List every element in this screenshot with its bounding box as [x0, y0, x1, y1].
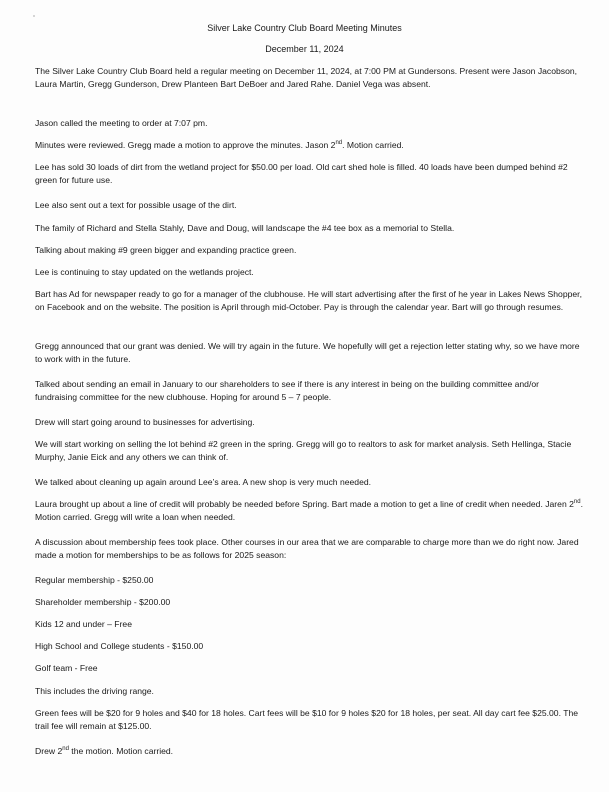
fee-item: Golf team - Free: [35, 663, 98, 673]
paragraph: A discussion about membership fees took place. Other courses in our area that we are comparable to charge more than we do right now. Jared made a motion for memberships to be as follows for 2025 season:: [35, 537, 579, 561]
paragraph: We talked about cleaning up again around Lee’s area. A new shop is very much needed.: [35, 477, 372, 487]
paragraph: Bart has Ad for newspaper ready to go for a manager of the clubhouse. He will start advertising after the first of he year in Lakes News Shopper, on Facebook and on the website. The position is April through mid-October. Pay is through the calendar year. Bart will go through resumes.: [35, 289, 582, 313]
paragraph: Talking about making #9 green bigger and expanding practice green.: [35, 245, 297, 255]
scan-speck: [33, 15, 35, 17]
paragraph: Gregg announced that our grant was denied. We will try again in the future. We hopefully will get a rejection letter stating why, so we have more to work with in the future.: [35, 341, 580, 365]
paragraph: Talked about sending an email in January to our shareholders to see if there is any interest in being on the building committee and/or fundraising committee for the new clubhouse. Hoping for around 5 – 7 people.: [35, 379, 539, 403]
paragraph: Green fees will be $20 for 9 holes and $40 for 18 holes. Cart fees will be $10 for 9 holes $20 for 18 holes, per seat. All day cart fee $25.00. The trail fee will remain at $125.00.: [35, 708, 579, 732]
document-title: Silver Lake Country Club Board Meeting Minutes: [207, 23, 402, 33]
paragraph: Lee has sold 30 loads of dirt from the wetland project for $50.00 per load. Old cart shed hole is filled. 40 loads have been dumped behind #2 green for future use.: [35, 162, 568, 186]
fee-item: Shareholder membership - $200.00: [35, 597, 171, 607]
paragraph-with-superscript: Minutes were reviewed. Gregg made a motion to approve the minutes. Jason 2nd. Motion carried.: [35, 140, 404, 150]
paragraph: We will start working on selling the lot behind #2 green in the spring. Gregg will go to realtors to ask for market analysis. Seth Hellinga, Stacie Murphy, Janie Eick and any others we can think of.: [35, 439, 572, 463]
paragraph: Jason called the meeting to order at 7:07 pm.: [35, 118, 208, 128]
paragraph: The Silver Lake Country Club Board held a regular meeting on December 11, 2024, at 7:00 PM at Gundersons. Present were Jason Jacobson, Laura Martin, Gregg Gunderson, Drew Planteen Bart DeBoer and Jared Rahe. Daniel Vega was absent.: [35, 66, 578, 90]
fee-item: High School and College students - $150.00: [35, 641, 204, 651]
fee-item: Kids 12 and under – Free: [35, 619, 132, 629]
paragraph: Drew will start going around to businesses for advertising.: [35, 417, 255, 427]
paragraph-with-superscript: Drew 2nd the motion. Motion carried.: [35, 746, 174, 756]
paragraph: Lee also sent out a text for possible usage of the dirt.: [35, 200, 237, 210]
meeting-date: December 11, 2024: [265, 44, 344, 54]
paragraph-with-superscript: Laura brought up about a line of credit will probably be needed before Spring. Bart made a motion to get a line of credit when needed. Jaren 2nd. Motion carried. Gregg will write a loan when needed.: [35, 499, 583, 523]
fee-item: Regular membership - $250.00: [35, 575, 154, 585]
paragraph: The family of Richard and Stella Stahly, Dave and Doug, will landscape the #4 tee box as a memorial to Stella.: [35, 223, 455, 233]
paragraph: This includes the driving range.: [35, 686, 154, 696]
paragraph: Lee is continuing to stay updated on the wetlands project.: [35, 267, 254, 277]
